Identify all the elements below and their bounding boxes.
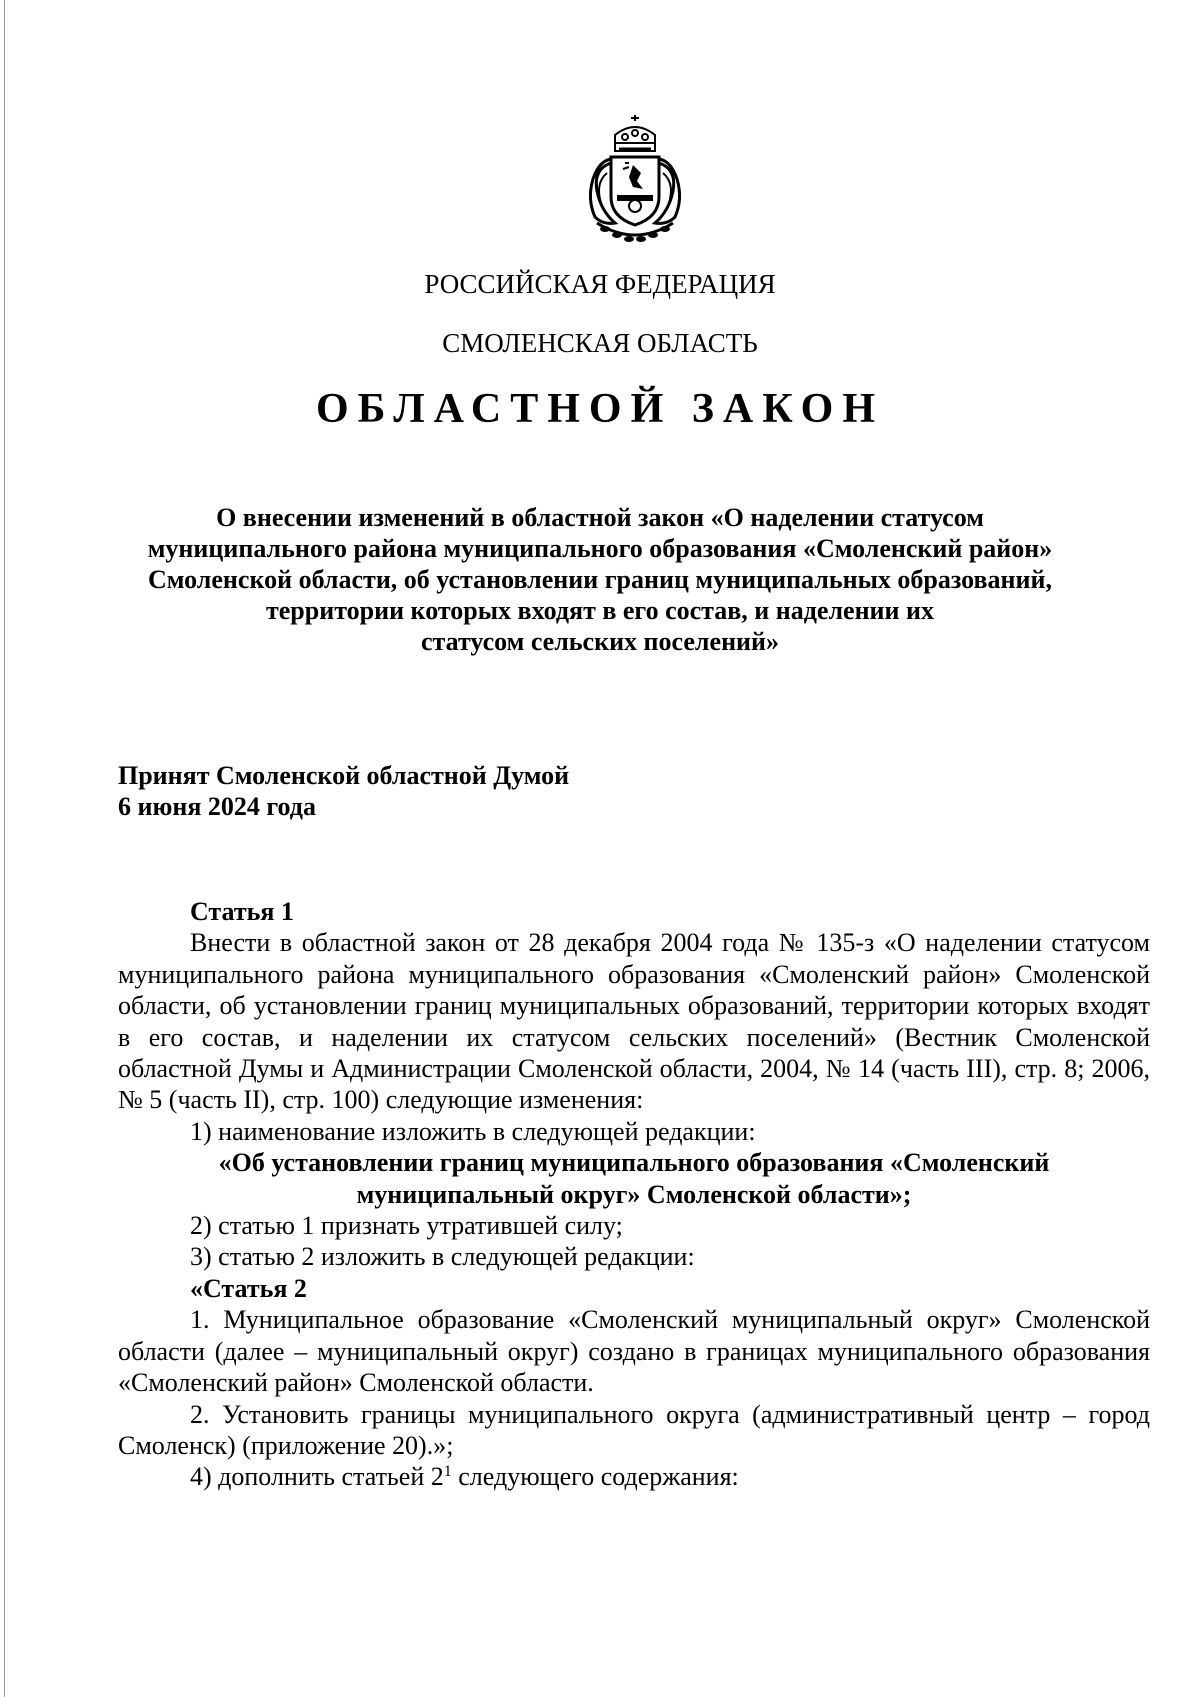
amendment-item-4 (118, 1461, 1150, 1492)
page-edge-line (4, 0, 5, 1697)
amendment-item-3: 3) статью 2 изложить в следующей редакции: (190, 1242, 695, 1272)
article-2-point-2: 2. Установить границы муниципального округа (административный центр – город Смоленск) (приложение 20).»; (118, 1399, 1150, 1460)
subject-line: статусом сельских поселений» (420, 627, 780, 656)
subject-line: муниципального района муниципального образования «Смоленский район» (147, 534, 1053, 563)
new-article-2-title: «Статья 2 (190, 1273, 307, 1303)
region-heading: СМОЛЕНСКАЯ ОБЛАСТЬ (442, 328, 758, 358)
new-law-title-line: «Об установлении границ муниципального образования «Смоленский (218, 1148, 1050, 1178)
article-body (118, 896, 1150, 1493)
country-heading: РОССИЙСКАЯ ФЕДЕРАЦИЯ (424, 269, 776, 299)
item-4-suffix: следующего содержания: (451, 1462, 739, 1492)
adoption-body: Принят Смоленской областной Думой (118, 761, 570, 790)
subject-line: Смоленской области, об установлении границ муниципальных образований, (148, 565, 1052, 594)
item-4-prefix: 4) дополнить статьей 2 (190, 1462, 444, 1492)
adoption-date: 6 июня 2024 года (118, 792, 316, 821)
article-2-point-1: 1. Муниципальное образование «Смоленский муниципальный округ» Смоленской области (далее – муниципальный округ) создано в границах муниципального образования «Смоленский район» Смоленской области. (118, 1305, 1150, 1398)
new-law-title-line: муниципальный округ» Смоленской области»; (356, 1179, 912, 1209)
subject-line: территории которых входят в его состав, и наделении их (266, 596, 934, 625)
subject-line: О внесении изменений в областной закон «О наделении статусом (216, 503, 984, 532)
new-law-title (118, 1147, 1150, 1210)
article-1-intro: Внести в областной закон от 28 декабря 2004 года № 135-з «О наделении статусом муниципального района муниципального образования «Смоленский район» Смоленской области, об установлении границ муниципальных образований, территории которых входят в его состав, и наделении их статусом сельских поселений» (Вестник Смоленской областной Думы и Администрации Смоленской области, 2004, № 14 (часть III), стр. 8; 2006, № 5 (часть II), стр. 100) следующие изменения: (118, 928, 1150, 1115)
coat-of-arms-icon (585, 113, 685, 248)
article-1-title: Статья 1 (190, 897, 294, 926)
document-type-heading: ОБЛАСТНОЙ ЗАКОН (315, 386, 885, 432)
amendment-item-2: 2) статью 1 признать утратившей силу; (190, 1211, 623, 1241)
item-4-superscript: 1 (443, 1463, 452, 1481)
amendment-item-1: 1) наименование изложить в следующей редакции: (190, 1116, 756, 1146)
law-subject-title (80, 502, 1120, 657)
adoption-block (118, 760, 569, 822)
